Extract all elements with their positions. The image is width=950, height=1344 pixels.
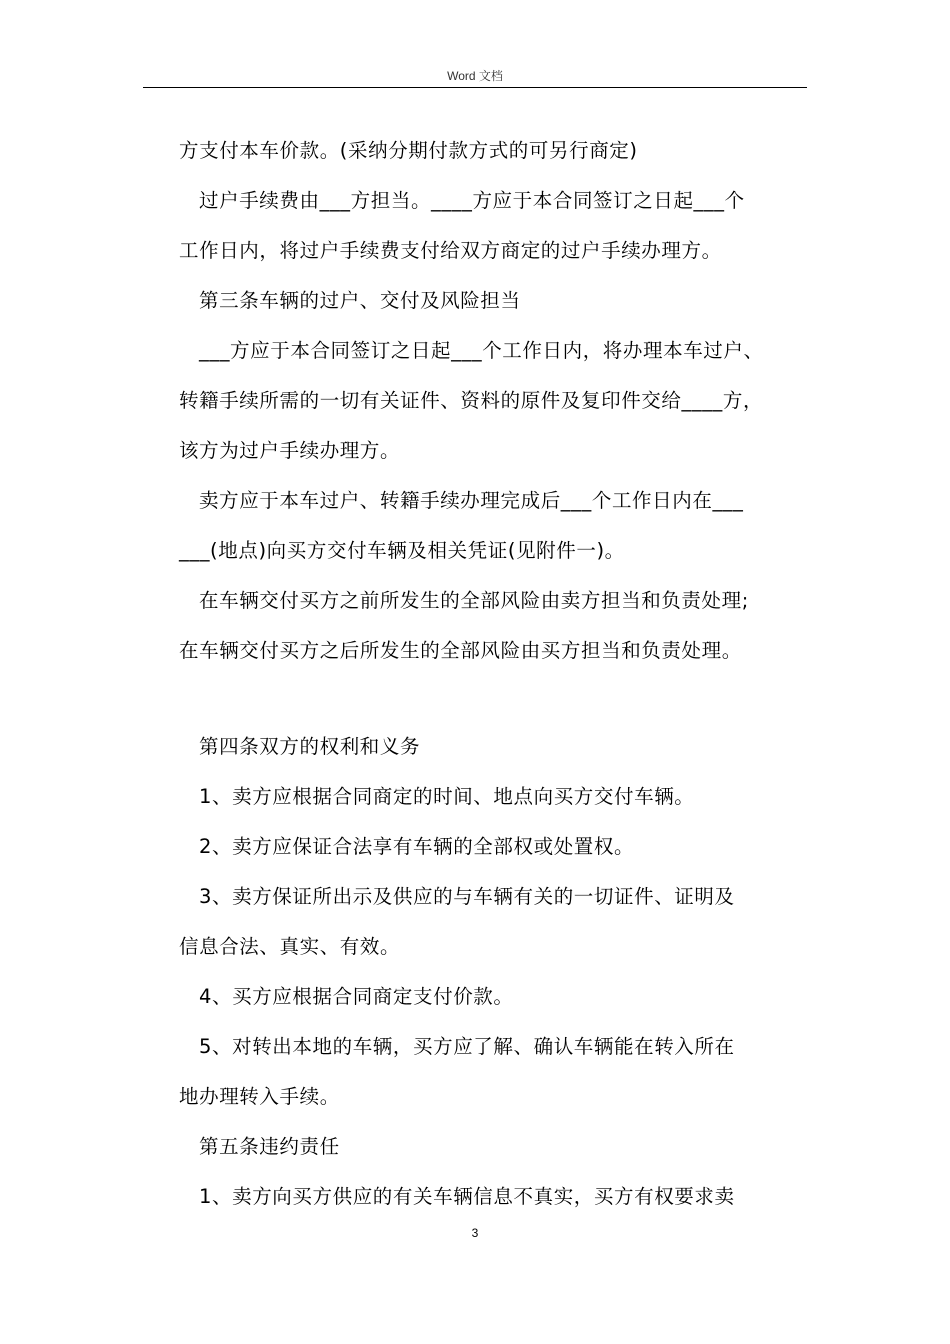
list-item-continuation: 信息合法、真实、有效。 bbox=[179, 935, 401, 958]
list-item: 5、对转出本地的车辆，买方应了解、确认车辆能在转入所在 bbox=[199, 1035, 735, 1058]
document-body bbox=[179, 126, 809, 1222]
list-item: 2、卖方应保证合法享有车辆的全部权或处置权。 bbox=[199, 835, 635, 858]
page-header-title: Word 文档 bbox=[447, 69, 503, 83]
list-item: 1、卖方应根据合同商定的时间、地点向买方交付车辆。 bbox=[199, 785, 695, 808]
paragraph-line: 该方为过户手续办理方。 bbox=[179, 439, 401, 462]
paragraph-spacer bbox=[179, 676, 809, 722]
paragraph-line: 过户手续费由___方担当。____方应于本合同签订之日起___个 bbox=[199, 189, 745, 212]
list-item: 3、卖方保证所出示及供应的与车辆有关的一切证件、证明及 bbox=[199, 885, 735, 908]
paragraph-line: ___(地点)向买方交付车辆及相关凭证(见附件一)。 bbox=[179, 539, 625, 562]
list-item: 1、卖方向买方供应的有关车辆信息不真实，买方有权要求卖 bbox=[199, 1185, 735, 1208]
paragraph-line: ___方应于本合同签订之日起___个工作日内，将办理本车过户、 bbox=[199, 339, 764, 362]
header-divider bbox=[143, 87, 807, 88]
page-number: 3 bbox=[471, 1226, 479, 1240]
section-heading: 第四条双方的权利和义务 bbox=[199, 735, 421, 758]
paragraph-line: 转籍手续所需的一切有关证件、资料的原件及复印件交给____方， bbox=[179, 389, 764, 412]
paragraph-line: 卖方应于本车过户、转籍手续办理完成后___个工作日内在___ bbox=[199, 489, 744, 512]
paragraph-line: 工作日内，将过户手续费支付给双方商定的过户手续办理方。 bbox=[179, 239, 722, 262]
paragraph-line: 方支付本车价款。(采纳分期付款方式的可另行商定) bbox=[179, 139, 638, 162]
list-item-continuation: 地办理转入手续。 bbox=[179, 1085, 340, 1108]
paragraph-line: 在车辆交付买方之前所发生的全部风险由卖方担当和负责处理; bbox=[199, 589, 749, 612]
section-heading: 第三条车辆的过户、交付及风险担当 bbox=[199, 289, 521, 312]
paragraph-line: 在车辆交付买方之后所发生的全部风险由买方担当和负责处理。 bbox=[179, 639, 742, 662]
list-item: 4、买方应根据合同商定支付价款。 bbox=[199, 985, 514, 1008]
section-heading: 第五条违约责任 bbox=[199, 1135, 340, 1158]
